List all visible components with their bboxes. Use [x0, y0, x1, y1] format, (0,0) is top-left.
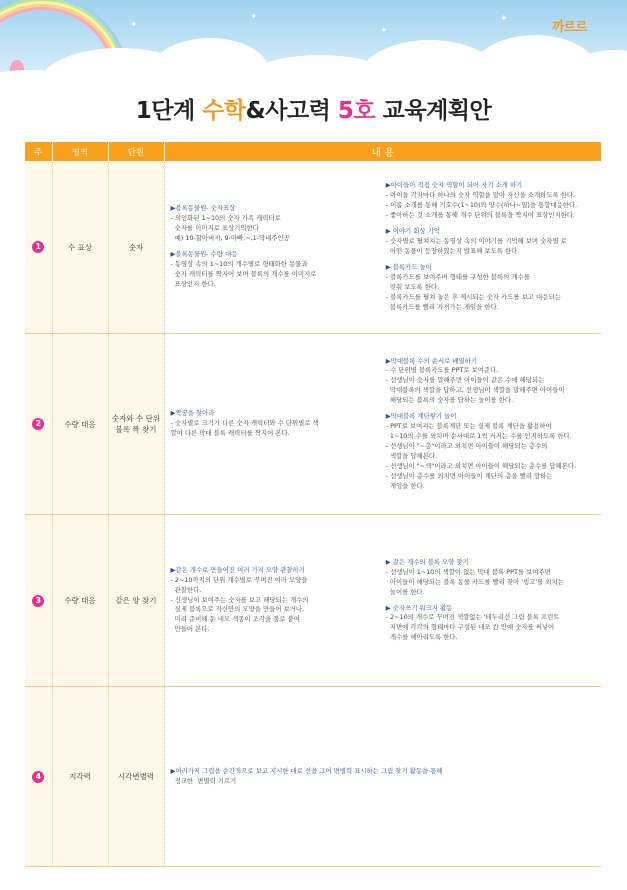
- activity-line: 개수를 헤아리도록 한다.: [385, 633, 458, 642]
- activity-line: 숫자 캐릭터를 짝지어 보며 블록의 개수를 이미지로: [170, 269, 317, 278]
- content-block: [171, 767, 596, 787]
- activity-line: 색깔을 답해본다.: [385, 451, 438, 460]
- activity-line: 깔이 다른 막대 블록 캐릭터를 짝지어 본다.: [170, 428, 290, 437]
- table-row: [25, 515, 601, 687]
- content-column-right: [386, 181, 595, 312]
- activity-line: - 블록카드를 보여주며 형태를 구성한 블록의 개수를: [385, 272, 530, 281]
- week-number-badge: 2: [32, 418, 44, 430]
- activity-line: 만들어 본다.: [170, 625, 210, 634]
- content-block: [171, 566, 380, 635]
- activity-line: 표상인지 한다.: [170, 279, 216, 288]
- activity-line: - 숫자별로 크기가 다른 숫자 캐릭터와 수 단위별로 색: [170, 419, 319, 428]
- week-cell: [25, 687, 52, 867]
- activity-line: 막대블록의 색깔을 답하고, 선생님이 색깔을 말해주면 아이들이: [385, 386, 565, 395]
- activity-line: - 좋아하는 것 소개를 통해 개수 단위의 블록을 짝지어 표상인지한다.: [385, 211, 576, 220]
- activity-heading: ▶막대블록 수의 순서로 배열하기: [385, 356, 478, 365]
- content-cell: [164, 687, 601, 867]
- header-week: 주: [25, 142, 52, 161]
- header-banner: [0, 0, 627, 95]
- content-column-left: [171, 409, 386, 439]
- activity-line: - PPT로 보여지는 블록계단 또는 실제 블록 계단을 활용하여: [385, 422, 552, 431]
- activity-line: 맞춰 보도록 한다.: [385, 282, 440, 291]
- activity-line: - 수 단위별 블록카드를 PPT로 보여준다.: [385, 366, 499, 375]
- sparkle-icon: ✦: [250, 12, 258, 22]
- title-part: 수학: [202, 98, 246, 124]
- activity-line: 놀이를 한다.: [385, 587, 425, 596]
- area-cell: 수량 대응: [52, 515, 108, 687]
- content-column-right: [386, 558, 595, 643]
- activity-heading: ▶ 같은 개수의 블록 모양 찾기: [385, 557, 469, 566]
- header-area: 영역: [52, 142, 108, 161]
- activity-line: - 선생님이 1~10의 색깔이 없는 막대 블록 PPT를 보여주면: [385, 567, 551, 576]
- activity-heading: ▶짝꿍을 찾아라: [170, 409, 215, 418]
- activity-line: - 선생님이 층수를 외치면 아이들이 계단의 층을 빨리 말하는: [385, 471, 553, 480]
- activity-line: - 선생님이 숫자를 말해주면 아이들이 같은 수에 해당되는: [385, 376, 545, 385]
- activity-line: - 숫자별로 펼쳐지는 동영상 속의 이야기를 기억해 보며 숫자별 로: [385, 237, 567, 246]
- content-block: [386, 181, 595, 221]
- activity-heading: ▶아이들이 직접 숫자 역할이 되어 자기 소개 하기: [385, 181, 523, 190]
- activity-line: - 선생님이 "~층"이라고 외치면 아이들이 해당되는 층수의: [385, 441, 548, 450]
- content-block: [386, 604, 595, 644]
- table-row: [25, 161, 601, 334]
- brand-logo: 까르르: [552, 20, 587, 35]
- week-cell: [25, 334, 52, 515]
- content-block: [386, 558, 595, 598]
- content-block: [171, 204, 380, 244]
- activity-heading: ▶ 이야기 회상 기억: [385, 227, 440, 236]
- activity-line: 해당되는 블록의 숫자를 답하는 놀이를 한다.: [385, 396, 514, 405]
- activity-line: - 아이들 각자마다 하나의 숫자 역할을 맡아 자신을 소개하도록 한다.: [385, 191, 576, 200]
- title-part: 1단계: [135, 98, 203, 124]
- content-cell: [164, 334, 601, 515]
- activity-line: - 2~10까지의 단위 개수별로 꾸며진 여러 모양을: [170, 575, 308, 584]
- activity-line: - 2~10의 개수로 꾸며진 색깔없는 '테두리선 그림 블록 프린트: [385, 613, 560, 622]
- content-column: [171, 767, 596, 787]
- activity-line: 실제 블록으로 자신만의 모양을 만들어 보거나,: [170, 605, 305, 614]
- activity-line: 미리 준비해 둔 네모 색종이 조각을 풀로 붙여: [170, 615, 300, 624]
- area-cell: 수량 대응: [52, 334, 108, 515]
- sparkle-icon: ✦: [130, 20, 138, 30]
- content-block: [386, 227, 595, 257]
- activity-heading: ▶막대블록 계단쌓기 놀이: [385, 412, 457, 421]
- education-plan-table: [25, 142, 601, 867]
- area-cell: 수 표상: [52, 161, 108, 334]
- unit-cell: 숫자: [108, 161, 164, 334]
- unit-cell: 같은 양 찾기: [108, 515, 164, 687]
- activity-line: - 선생님이 "~색"이라고 외치면 아이들이 해당되는 층수를 답해본다.: [385, 461, 577, 470]
- content-block: [386, 357, 595, 407]
- table-row: [25, 334, 601, 515]
- week-cell: [25, 515, 52, 687]
- title-part: &사고력: [245, 98, 338, 124]
- activity-line: - 이름 소개를 통해 기호수(1~10)와 양수(하나~열)을 통합대응한다.: [385, 201, 578, 210]
- header-unit: 단원: [108, 142, 164, 161]
- activity-heading: ▶같은 개수로 만들어진 여러 가지 모양 관찰하기: [170, 565, 305, 574]
- activity-line: 숫자를 이미지로 표상기억한다: [170, 224, 259, 233]
- week-cell: [25, 161, 52, 334]
- week-number-badge: 1: [32, 241, 44, 253]
- activity-line: - 선생님이 보여주는 숫자를 보고 해당되는 개수의: [170, 595, 309, 604]
- content-column-right: [386, 357, 595, 492]
- unit-cell: 숫자와 수 단위 블록 짝 찾기: [108, 334, 164, 515]
- activity-line: 예) 10-할아버지, 9-아빠,~,1-막내주인공: [170, 234, 290, 243]
- content-block: [386, 263, 595, 313]
- activity-heading: ▶블록동물원- 수량 대응: [170, 250, 238, 258]
- page-title: [0, 92, 627, 125]
- activity-line: - 의인화된 1~10의 숫자 가족 캐릭터로: [170, 214, 281, 223]
- content-block: [171, 409, 380, 439]
- title-part: 5호: [337, 98, 376, 124]
- activity-line: 어떤 동물이 등장하였는지 발표해 보도록 한다.: [385, 247, 520, 255]
- content-column-left: [171, 204, 386, 289]
- header-content: 내 용: [164, 142, 601, 161]
- activity-line: 1~10의 수를 외치며 순서대로 1씩 커지는 수를 인지하도록 한다.: [385, 431, 572, 440]
- activity-line: 지면에 각각의 형태마다 구성된 네모 칸 안에 숫자를 써넣어: [385, 623, 555, 632]
- title-part: 교육계획안: [375, 98, 492, 124]
- table-row: [25, 687, 601, 867]
- activity-line: 게임을 한다.: [385, 481, 425, 490]
- activity-line: - 블록카드를 펼쳐 놓은 후 제시되는 숫자 카드를 보고 대응되는: [385, 292, 561, 301]
- sparkle-icon: ✦: [500, 14, 508, 24]
- content-column-left: [171, 566, 386, 635]
- week-number-badge: 4: [32, 771, 44, 783]
- unit-cell: 시각변별력: [108, 687, 164, 867]
- content-block: [171, 250, 380, 290]
- activity-line: 블록카드를 빨리 가져가는 게임을 한다.: [385, 302, 499, 311]
- content-cell: [164, 515, 601, 687]
- activity-heading: ▶ 블록카드 놀이: [385, 262, 432, 271]
- activity-line: 정교한 변별력 기르기: [170, 776, 237, 785]
- content-cell: [164, 161, 601, 334]
- activity-line: 아이들이 해당되는 블록 동물 카드를 빨리 찾아 '빙고'를 외치는: [385, 577, 564, 586]
- activity-line: - 동영상 속의 1~10의 개수별로 형태화한 동물과: [170, 259, 308, 268]
- activity-heading: ▶여러가지 그림을 순간적으로 보고 지시한 대로 선을 그어 변별력 표시하는 그림 찾기 활동을 통해: [170, 766, 443, 775]
- content-block: [386, 412, 595, 491]
- week-number-badge: 3: [32, 595, 44, 607]
- activity-line: 관찰한다.: [170, 585, 202, 594]
- sparkle-icon: ✦: [380, 26, 388, 36]
- table-header-row: [25, 142, 601, 161]
- activity-heading: ▶ 숫자쓰기 워크지 활동: [385, 603, 453, 612]
- activity-heading: ▶블록동물원- 숫자표상: [170, 204, 236, 213]
- area-cell: 지각력: [52, 687, 108, 867]
